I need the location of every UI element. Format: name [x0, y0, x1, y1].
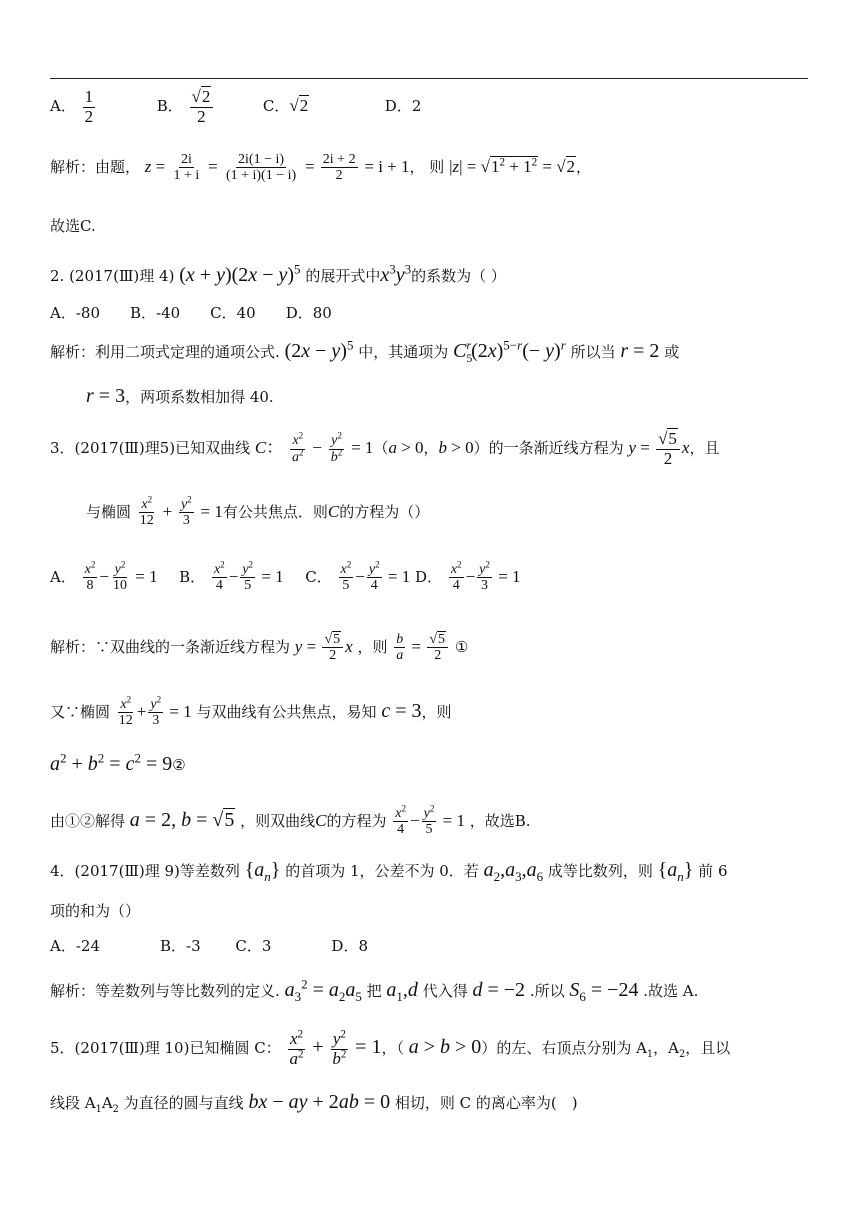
q5-question-cont: 线段 $A_1A_2$ 为直径的圆与直线 bx − ay + 2ab = 0 相切，则 C 的离心率为( ): [50, 1091, 578, 1115]
q4-question-cont: 项的和为（）: [50, 902, 141, 920]
q1-option-b: B． $\frac{√2}{2}$: [157, 88, 216, 126]
q1-option-d: D．2: [384, 97, 422, 116]
q2-question: 2. (2017(Ⅲ)理 4) $(x + y)(2x - y)^5$ 的展开式中$x^3y^3$的系数为（ ）: [50, 261, 506, 286]
q4-options: A．-24 B．-3 C．3 D．8: [50, 937, 368, 955]
header-rule: [50, 78, 808, 79]
q1-option-a: A． $\frac{1}{2}$: [50, 87, 94, 126]
q3-solution-3: $a^2 + b^2 = c^2$ = 9②: [50, 750, 186, 775]
q1-solution: 解析：由题， z = $\frac{2i}{1 + i}$ = $\frac{2i(1 - i)}{(1 + i)(1 - i)}$ = $\frac{2i + 2}{2}$ = i + 1， 则 $|z| = √1^2 + 1^2 = √2$，: [50, 152, 592, 184]
q3-solution-1: 解析：∵双曲线的一条渐近线方程为 y = $\frac{√5}{2}$ x ，则 $\frac{b}{a}$ = $\frac{√5}{2}$ ①: [50, 632, 469, 664]
q2-options: A．-80 B．-40 C．40 D．80: [50, 304, 332, 322]
q1-options: [50, 88, 421, 126]
q5-question: 5．(2017(Ⅲ)理 10)已知椭圆 C： $\frac{x^2}{a^2}$ + $\frac{y^2}{b^2}$ = 1，（ a > b > 0）的左、右顶点分别为 $A_1$，$A_2$，且以: [50, 1028, 731, 1068]
q4-question: 4．(2017(Ⅲ)理 9)等差数列 $\{a_n\}$ 的首项为 1，公差不为 0．若 $a_2,a_3,a_6$ 成等比数列，则 $\{a_n\}$ 前 6: [50, 859, 728, 884]
q2-solution: 解析：利用二项式定理的通项公式. $(2x - y)^5$ 中，其通项为 $C_5^r(2x)^{5-r}(- y)^r$ 所以当 r = 2 或: [50, 337, 680, 365]
q4-solution: 解析：等差数列与等比数列的定义. $a_3^2 = a_2a_5$ 把 $a_1,d$ 代入得 d = −2 .所以 $S_6 = -24$ .故选 A.: [50, 976, 699, 1004]
q2-solution-cont: r = 3，两项系数相加得 40.: [86, 385, 274, 407]
q3-solution-2: 又∵椭圆 $\frac{x^2}{12}$ + $\frac{y^2}{3}$ = 1 与双曲线有公共焦点，易知 c = 3，则: [50, 694, 452, 729]
q3-question: 3．(2017(Ⅲ)理5)已知双曲线 C： $\frac{x^2}{a^2}$ − $\frac{y^2}{b^2}$ = 1（a > 0，b > 0）的一条渐近线方程为 y = $\frac{√5}{2}$ x，且: [50, 429, 720, 468]
q3-options: A． $\frac{x^2}{8}$ − $\frac{y^2}{10}$ = 1 B． $\frac{x^2}{4}$ − $\frac{y^2}{5}$ = 1 C． $\frac{x^2}{5}$ − $\frac{y^2}{4}$ = 1 D． $\frac{x^2}{4}$ − $\frac{y^2}{3}$ = 1: [50, 559, 521, 594]
q3-question-cont: 与椭圆 $\frac{x^2}{12}$ + $\frac{y^2}{3}$ = 1有公共焦点．则C的方程为（）: [86, 494, 430, 529]
q3-solution-4: 由①②解得 a = 2, b = √5 ，则双曲线C的方程为 $\frac{x^2}{4}$ − $\frac{y^2}{5}$ = 1 ，故选B.: [50, 803, 531, 838]
q1-conclusion: 故选C.: [50, 217, 96, 235]
q1-option-c: C．√2: [262, 96, 309, 116]
